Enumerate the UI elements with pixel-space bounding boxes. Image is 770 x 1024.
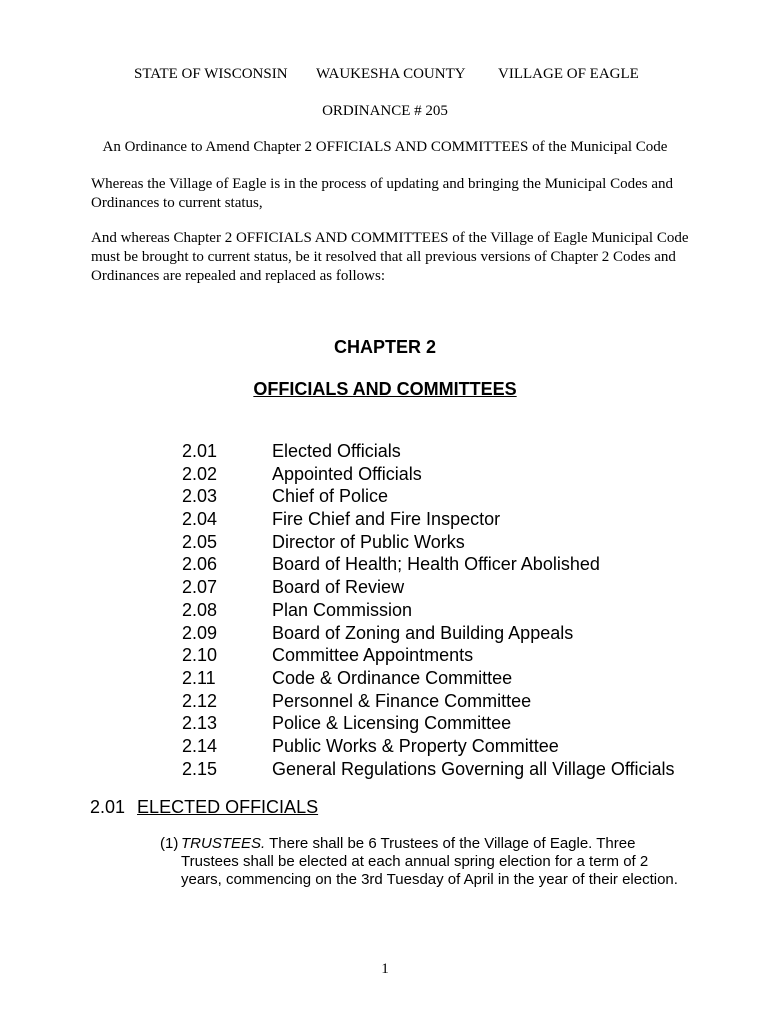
toc-item [182, 712, 722, 735]
toc-item-title: Board of Review [272, 577, 405, 598]
table-of-contents [182, 440, 722, 780]
toc-item-number: 2.10 [182, 645, 218, 666]
toc-item-number: 2.15 [182, 758, 218, 779]
chapter-subheading: OFFICIALS AND COMMITTEES [253, 379, 517, 399]
paragraph-text: There shall be 6 Trustees of the Village of Eagle. Three Trustees shall be elected at each annual spring election for a term of 2 years, commencing on the 3rd Tuesday of April in the year of their election. [181, 835, 678, 888]
toc-item-number: 2.06 [182, 554, 218, 575]
toc-item [182, 553, 722, 576]
toc-item-number: 2.03 [182, 486, 218, 507]
chapter-heading: CHAPTER 2 [333, 337, 436, 357]
toc-item-title: Fire Chief and Fire Inspector [272, 509, 501, 530]
header-county: WAUKESHA COUNTY [316, 66, 466, 82]
header-village: VILLAGE OF EAGLE [498, 66, 639, 82]
paragraph-term: TRUSTEES. [181, 835, 266, 852]
whereas-clause-2: And whereas Chapter 2 OFFICIALS AND COMMITTEES of the Village of Eagle Municipal Code must be brought to current status, be it resolved that all previous versions of Chapter 2 Codes and Ordinances are repealed and replaced as follows: [91, 230, 689, 284]
section-heading [90, 796, 318, 818]
toc-item [182, 463, 722, 486]
toc-item-number: 2.14 [182, 735, 218, 756]
ordinance-number: ORDINANCE # 205 [322, 103, 448, 119]
paragraph-body [181, 835, 680, 889]
toc-item [182, 599, 722, 622]
paragraph-marker: (1) [160, 835, 179, 852]
toc-item-title: Public Works & Property Committee [272, 735, 559, 756]
page-number: 1 [381, 961, 389, 977]
toc-item-number: 2.07 [182, 577, 218, 598]
section-paragraph [160, 835, 680, 889]
toc-item-title: Chief of Police [272, 486, 389, 507]
toc-item [182, 576, 722, 599]
toc-item [182, 440, 722, 463]
section-number: 2.01 [90, 797, 126, 817]
toc-item-title: Code & Ordinance Committee [272, 667, 513, 688]
toc-item [182, 644, 722, 667]
toc-item-title: Personnel & Finance Committee [272, 690, 532, 711]
whereas-clause-1: Whereas the Village of Eagle is in the process of updating and bringing the Municipal Codes and Ordinances to current status, [91, 176, 674, 211]
toc-item [182, 758, 722, 781]
toc-item-number: 2.09 [182, 622, 218, 643]
toc-item-number: 2.12 [182, 690, 218, 711]
toc-item [182, 508, 722, 531]
section-title: ELECTED OFFICIALS [137, 797, 319, 817]
toc-item-title: Police & Licensing Committee [272, 713, 512, 734]
toc-item [182, 690, 722, 713]
toc-item-number: 2.01 [182, 441, 218, 461]
toc-item [182, 485, 722, 508]
toc-item-title: Board of Zoning and Building Appeals [272, 622, 574, 643]
jurisdiction-header [0, 65, 770, 85]
toc-item-number: 2.11 [182, 667, 216, 688]
toc-item-title: Appointed Officials [272, 463, 422, 484]
toc-item-number: 2.04 [182, 509, 218, 530]
toc-item [182, 667, 722, 690]
header-state: STATE OF WISCONSIN [134, 66, 288, 82]
toc-item-number: 2.13 [182, 713, 218, 734]
toc-item [182, 622, 722, 645]
toc-item [182, 735, 722, 758]
toc-item-number: 2.08 [182, 599, 218, 620]
ordinance-title: An Ordinance to Amend Chapter 2 OFFICIALS AND COMMITTEES of the Municipal Code [102, 139, 668, 155]
toc-item-title: Elected Officials [272, 441, 401, 461]
toc-item-number: 2.02 [182, 463, 218, 484]
toc-item-title: Plan Commission [272, 599, 413, 620]
toc-item-number: 2.05 [182, 531, 218, 552]
toc-item-title: General Regulations Governing all Village Officials [272, 758, 675, 779]
toc-item-title: Committee Appointments [272, 645, 474, 666]
toc-item [182, 531, 722, 554]
toc-item-title: Director of Public Works [272, 531, 465, 552]
toc-item-title: Board of Health; Health Officer Abolished [272, 554, 600, 575]
